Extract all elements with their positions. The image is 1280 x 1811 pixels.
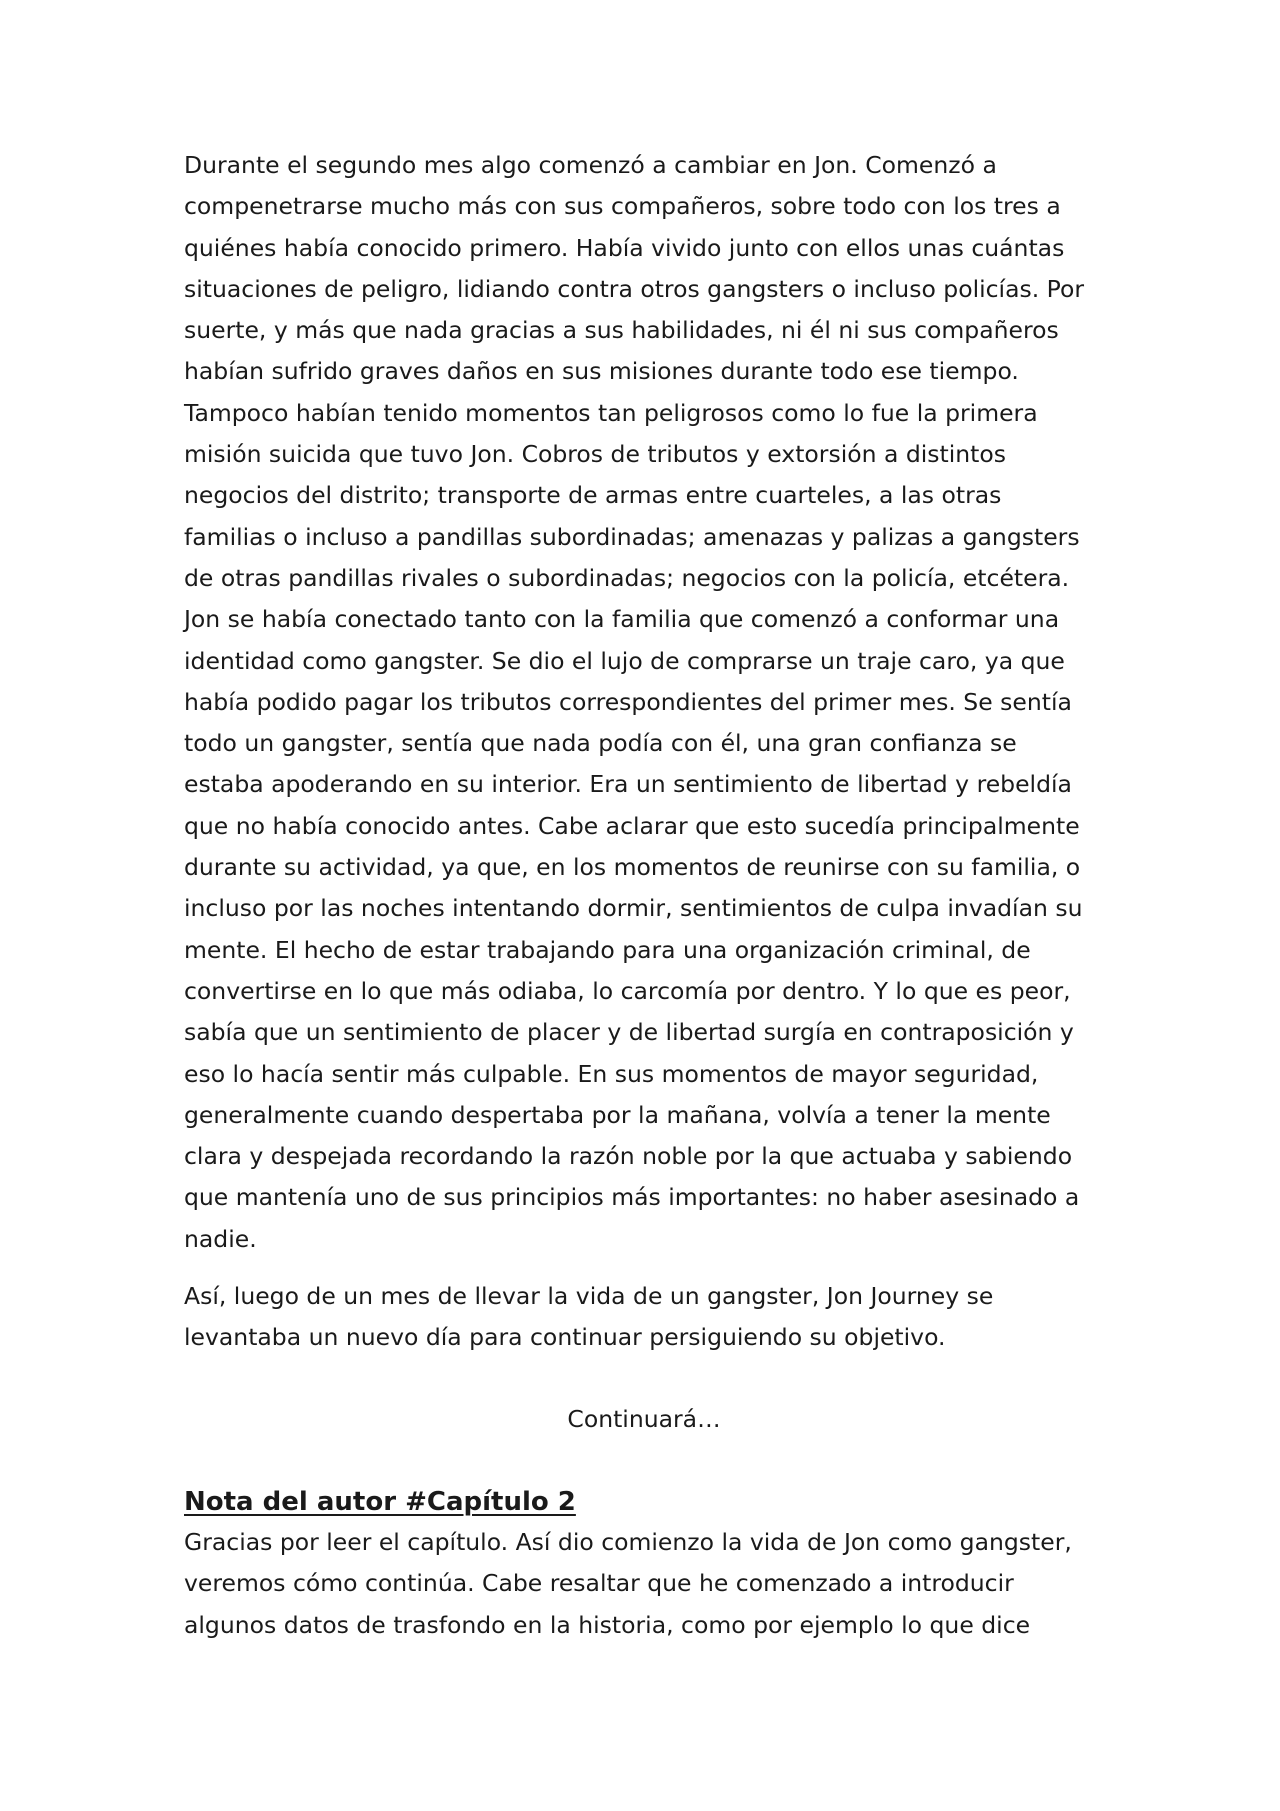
text-line: Durante el segundo mes algo comenzó a cambiar en Jon. Comenzó a xyxy=(184,151,997,179)
text-line: durante su actividad, ya que, en los momentos de reunirse con su familia, o xyxy=(184,853,1081,882)
text-line: compenetrarse mucho más con sus compañeros, sobre todo con los tres a xyxy=(184,192,1061,221)
paragraph-closing xyxy=(184,1276,1104,1359)
text-line: de otras pandillas rivales o subordinadas; negocios con la policía, etcétera. xyxy=(184,563,1070,592)
text-line: clara y despejada recordando la razón noble por la que actuaba y sabiendo xyxy=(184,1142,1073,1171)
paragraph-story xyxy=(184,145,1104,1260)
text-line: nadie. xyxy=(184,1224,257,1253)
text-line: mente. El hecho de estar trabajando para una organización criminal, de xyxy=(184,935,1031,964)
text-line: levantaba un nuevo día para continuar persiguiendo su objetivo. xyxy=(184,1323,946,1352)
text-line: convertirse en lo que más odiaba, lo carcomía por dentro. Y lo que es peor, xyxy=(184,976,1071,1005)
text-line: sabía que un sentimiento de placer y de libertad surgía en contraposición y xyxy=(184,1018,1074,1047)
text-line: Gracias por leer el capítulo. Así dio comienzo la vida de Jon como gangster, xyxy=(184,1527,1072,1556)
text-line: suerte, y más que nada gracias a sus habilidades, ni él ni sus compañeros xyxy=(184,316,1059,345)
text-line: negocios del distrito; transporte de armas entre cuarteles, a las otras xyxy=(184,481,1002,510)
text-line: Tampoco habían tenido momentos tan peligrosos como lo fue la primera xyxy=(184,398,1038,427)
continue-marker: Continuará… xyxy=(567,1404,721,1433)
text-line: Jon se había conectado tanto con la familia que comenzó a conformar una xyxy=(184,605,1060,634)
text-line: eso lo hacía sentir más culpable. En sus momentos de mayor seguridad, xyxy=(184,1059,1039,1088)
text-line: misión suicida que tuvo Jon. Cobros de tributos y extorsión a distintos xyxy=(184,440,1007,469)
text-line: incluso por las noches intentando dormir, sentimientos de culpa invadían su xyxy=(184,894,1083,923)
text-line: estaba apoderando en su interior. Era un sentimiento de libertad y rebeldía xyxy=(184,770,1072,799)
text-line: algunos datos de trasfondo en la historia, como por ejemplo lo que dice xyxy=(184,1610,1031,1639)
text-line: identidad como gangster. Se dio el lujo de comprarse un traje caro, ya que xyxy=(184,646,1065,675)
paragraph-author-note xyxy=(184,1522,1104,1646)
text-line: que mantenía uno de sus principios más importantes: no haber asesinado a xyxy=(184,1183,1080,1212)
text-line: quiénes había conocido primero. Había vivido junto con ellos unas cuántas xyxy=(184,233,1065,262)
text-line: había podido pagar los tributos correspondientes del primer mes. Se sentía xyxy=(184,687,1072,716)
text-line: Así, luego de un mes de llevar la vida de un gangster, Jon Journey se xyxy=(184,1282,994,1311)
text-line: veremos cómo continúa. Cabe resaltar que he comenzado a introducir xyxy=(184,1569,1014,1598)
document-page xyxy=(184,145,1104,1646)
text-line: habían sufrido graves daños en sus misiones durante todo ese tiempo. xyxy=(184,357,1019,386)
text-line: todo un gangster, sentía que nada podía con él, una gran confianza se xyxy=(184,729,1017,758)
text-line: situaciones de peligro, lidiando contra otros gangsters o incluso policías. Por xyxy=(184,274,1085,303)
text-line: que no había conocido antes. Cabe aclarar que esto sucedía principalmente xyxy=(184,811,1080,840)
text-line: generalmente cuando despertaba por la mañana, volvía a tener la mente xyxy=(184,1100,1051,1129)
author-note-heading: Nota del autor #Capítulo 2 xyxy=(184,1486,576,1517)
text-line: familias o incluso a pandillas subordinadas; amenazas y palizas a gangsters xyxy=(184,522,1080,551)
